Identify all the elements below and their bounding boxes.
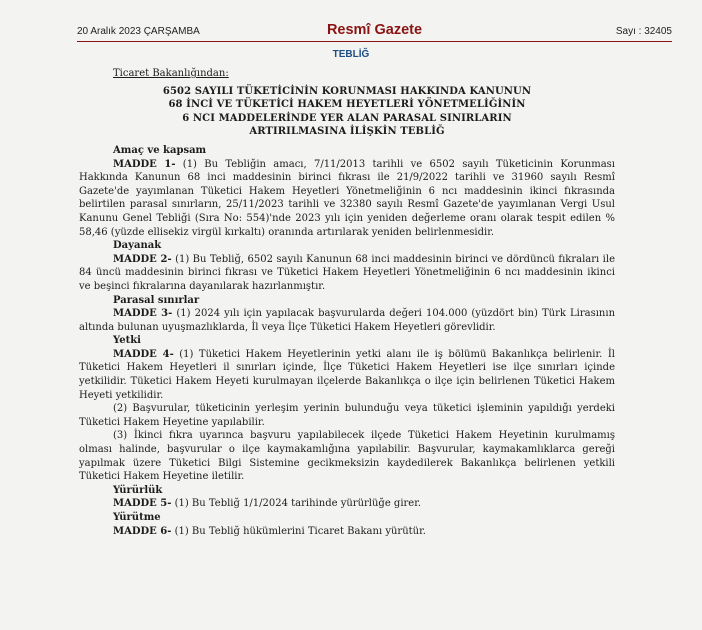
article-5-label: MADDE 5-	[113, 498, 172, 510]
heading-monetary-limits: Parasal sınırlar	[113, 294, 200, 306]
title-line: 6502 SAYILI TÜKETİCİNİN KORUNMASI HAKKINDA KANUNUN	[162, 85, 532, 97]
title-line: ARTIRILMASINA İLİŞKİN TEBLİĞ	[249, 126, 445, 138]
heading-basis: Dayanak	[113, 240, 162, 252]
ministry-line: Ticaret Bakanlığından:	[113, 68, 229, 79]
article-1-text: (1) Bu Tebliğin amacı, 7/11/2013 tarihli ve 6502 sayılı Tüketicinin Korunması Hakkında Kanunun 68 inci maddesinin birinci fıkrası ile 21/9/2022 tarihli ve 31960 sayılı Resmî Gazete'de yayımlanan Tüketici Hakem Heyetleri Yönetmeliğinin 6 ncı maddesinin ikinci fıkrasında belirtilen parasal sınırların, 25/11/2023 tarihli ve 32380 sayılı Resmî Gazete'de yayımlanan Vergi Usul Kanunu Genel Tebliği (Sıra No: 554)'nde 2023 yılı için yeniden değerleme oranı olarak tespit edilen % 58,46 (yüzde ellisekiz virgül kırkaltı) oranında artırılarak yeniden belirlenmesidir.	[79, 158, 615, 238]
issue-number: Sayı : 32405	[615, 26, 672, 37]
article-3	[79, 307, 615, 334]
article-1	[79, 158, 615, 240]
article-3-text: (1) 2024 yılı için yapılacak başvurularda değeri 104.000 (yüzdört bin) Türk Lirasının altında bulunan uyuşmazlıklarda, İl veya İlçe Tüketici Hakem Heyetleri görevlidir.	[79, 308, 616, 333]
article-6-label: MADDE 6-	[113, 525, 172, 537]
page-header	[77, 22, 672, 40]
header-divider	[77, 41, 672, 42]
article-4-text: (1) Tüketici Hakem Heyetlerinin yetki alanı ile iş bölümü Bakanlıkça belirlenir. İl Tüketici Hakem Heyetleri il sınırları içinde, İlçe Tüketici Hakem Heyetleri ise ilçe sınırları içinde yetkilidir. Tüketici Hakem Heyeti kurulmayan ilçelerde Bakanlıkça o ilçe için belirlenen Tüketici Hakem Heyeti yetkilidir.	[79, 348, 615, 401]
article-3-label: MADDE 3-	[113, 308, 173, 320]
article-2	[79, 253, 615, 294]
heading-execution: Yürütme	[113, 512, 161, 523]
title-line: 6 NCI MADDELERİNDE YER ALAN PARASAL SINIRLARIN	[182, 112, 512, 124]
heading-authority: Yetki	[113, 335, 141, 347]
article-4	[79, 348, 615, 402]
article-6-text: (1) Bu Tebliğ hükümlerini Ticaret Bakanı yürütür.	[171, 525, 426, 537]
heading-entry-into-force: Yürürlük	[113, 484, 163, 496]
article-1-label: MADDE 1-	[113, 158, 176, 170]
article-6	[79, 525, 615, 539]
document-title	[79, 85, 615, 139]
document-body	[79, 67, 615, 538]
heading-purpose: Amaç ve kapsam	[113, 144, 207, 156]
section-label: TEBLİĞ	[332, 49, 370, 60]
publication-date: 20 Aralık 2023 ÇARŞAMBA	[77, 26, 200, 37]
article-2-text: (1) Bu Tebliğ, 6502 sayılı Kanunun 68 inci maddesinin birinci ve dördüncü fıkraları ile 84 üncü maddesinin birinci fıkrası ve Tüketici Hakem Heyetleri Yönetmeliğinin 6 ncı maddesinin ikinci ve beşinci fıkralarına dayanılarak hazırlanmıştır.	[79, 253, 615, 292]
article-5	[79, 497, 615, 511]
title-line: 68 İNCİ VE TÜKETİCİ HAKEM HEYETLERİ YÖNETMELİĞİNİN	[168, 99, 526, 111]
gazette-title: Resmî Gazete	[326, 22, 423, 38]
article-4-paragraph-3: (3) İkinci fıkra uyarınca başvuru yapılabilecek ilçede Tüketici Hakem Heyetinin kurulmamış olması halinde, başvurular o ilçe kaymakamlığına yapılabilir. Başvurular, kaymakamlıklarca gereği yapılmak üzere Tüketici Bilgi Sistemine gecikmeksizin kaydedilerek Bakanlıkça belirlenen yetkili Tüketici Hakem Heyetine iletilir.	[79, 430, 615, 483]
article-4-paragraph-2: (2) Başvurular, tüketicinin yerleşim yerinin bulunduğu veya tüketici işleminin yapıldığı yerdeki Tüketici Hakem Heyetine yapılabilir.	[79, 403, 615, 428]
article-5-text: (1) Bu Tebliğ 1/1/2024 tarihinde yürürlüğe girer.	[171, 498, 422, 510]
article-4-label: MADDE 4-	[113, 348, 174, 360]
article-2-label: MADDE 2-	[113, 253, 172, 265]
